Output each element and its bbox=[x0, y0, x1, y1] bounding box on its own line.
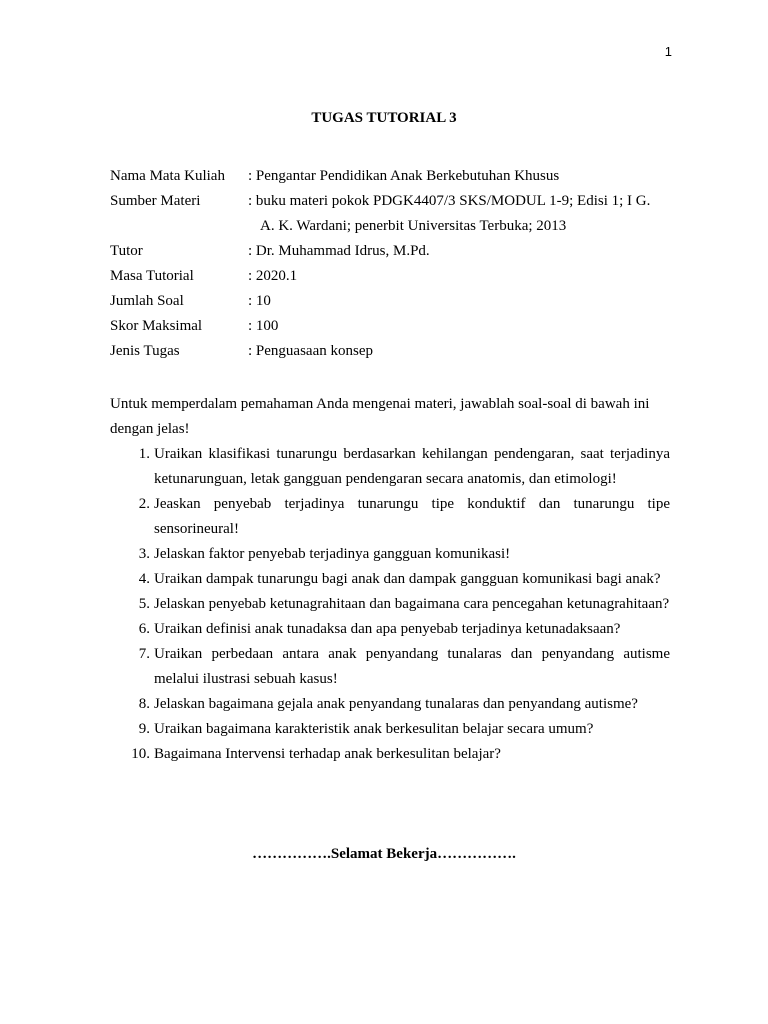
question-number: 10. bbox=[131, 746, 150, 762]
meta-row-max-score bbox=[110, 314, 670, 339]
page-number: 1 bbox=[664, 44, 672, 59]
meta-row-task-type bbox=[110, 339, 670, 364]
question-number: 7. bbox=[138, 646, 150, 662]
question-number: 1. bbox=[138, 446, 150, 462]
meta-label: Sumber Materi bbox=[110, 193, 201, 209]
meta-label: Skor Maksimal bbox=[110, 318, 203, 334]
instructions-paragraph: Untuk memperdalam pemahaman Anda mengenai materi, jawablah soal-soal di bawah ini dengan jelas! bbox=[110, 396, 650, 437]
meta-label: Nama Mata Kuliah bbox=[110, 168, 225, 184]
question-number: 3. bbox=[138, 546, 150, 562]
meta-value-continuation: A. K. Wardani; penerbit Universitas Terbuka; 2013 bbox=[260, 218, 567, 234]
question-item bbox=[110, 567, 670, 592]
question-text: Uraikan klasifikasi tunarungu berdasarkan kehilangan pendengaran, saat terjadinya ketunarunguan, letak gangguan pendengaran secara anatomis, dan etimologi! bbox=[154, 446, 670, 487]
question-item bbox=[110, 592, 670, 617]
meta-value: : 100 bbox=[248, 318, 279, 334]
meta-row-source bbox=[110, 189, 670, 239]
question-text: Jelaskan bagaimana gejala anak penyandang tunalaras dan penyandang autisme? bbox=[154, 696, 638, 712]
question-text: Uraikan perbedaan antara anak penyandang tunalaras dan penyandang autisme melalui ilustrasi sebuah kasus! bbox=[154, 646, 670, 687]
question-item bbox=[110, 492, 670, 542]
question-text: Uraikan bagaimana karakteristik anak berkesulitan belajar secara umum? bbox=[154, 721, 594, 737]
question-list bbox=[110, 442, 670, 767]
question-text: Jelaskan penyebab ketunagrahitaan dan bagaimana cara pencegahan ketunagrahitaan? bbox=[154, 596, 670, 612]
question-number: 4. bbox=[138, 571, 150, 587]
question-item bbox=[110, 717, 670, 742]
question-text: Uraikan definisi anak tunadaksa dan apa penyebab terjadinya ketunadaksaan? bbox=[154, 621, 621, 637]
question-text: Jeaskan penyebab terjadinya tunarungu tipe konduktif dan tunarungu tipe sensorineural! bbox=[154, 496, 670, 537]
question-text: Jelaskan faktor penyebab terjadinya gangguan komunikasi! bbox=[154, 546, 511, 562]
question-item bbox=[110, 542, 670, 567]
meta-value: : Dr. Muhammad Idrus, M.Pd. bbox=[248, 243, 430, 259]
meta-row-period bbox=[110, 264, 670, 289]
meta-value: : Penguasaan konsep bbox=[248, 343, 373, 359]
question-number: 8. bbox=[138, 696, 150, 712]
course-info-table bbox=[110, 164, 670, 364]
meta-row-question-count bbox=[110, 289, 670, 314]
meta-value-block bbox=[248, 189, 670, 239]
meta-value: : 10 bbox=[248, 293, 271, 309]
question-item bbox=[110, 642, 670, 692]
question-number: 5. bbox=[138, 596, 150, 612]
meta-value: : buku materi pokok PDGK4407/3 SKS/MODUL 1-9; Edisi 1; I G. bbox=[248, 193, 651, 209]
question-number: 9. bbox=[138, 721, 150, 737]
question-item bbox=[110, 442, 670, 492]
meta-value: : Pengantar Pendidikan Anak Berkebutuhan Khusus bbox=[248, 168, 560, 184]
question-item bbox=[110, 742, 670, 767]
question-number: 2. bbox=[138, 496, 150, 512]
question-text: Uraikan dampak tunarungu bagi anak dan dampak gangguan komunikasi bagi anak? bbox=[154, 571, 661, 587]
meta-label: Jumlah Soal bbox=[110, 293, 184, 309]
meta-value: : 2020.1 bbox=[248, 268, 298, 284]
question-text: Bagaimana Intervensi terhadap anak berkesulitan belajar? bbox=[154, 746, 501, 762]
meta-row-course-name bbox=[110, 164, 670, 189]
meta-label: Tutor bbox=[110, 243, 143, 259]
question-item bbox=[110, 617, 670, 642]
closing-message: …………….Selamat Bekerja……………. bbox=[252, 846, 516, 862]
meta-row-tutor bbox=[110, 239, 670, 264]
document-title: TUGAS TUTORIAL 3 bbox=[311, 110, 457, 126]
question-number: 6. bbox=[138, 621, 150, 637]
meta-label: Masa Tutorial bbox=[110, 268, 194, 284]
question-item bbox=[110, 692, 670, 717]
meta-label: Jenis Tugas bbox=[110, 343, 180, 359]
